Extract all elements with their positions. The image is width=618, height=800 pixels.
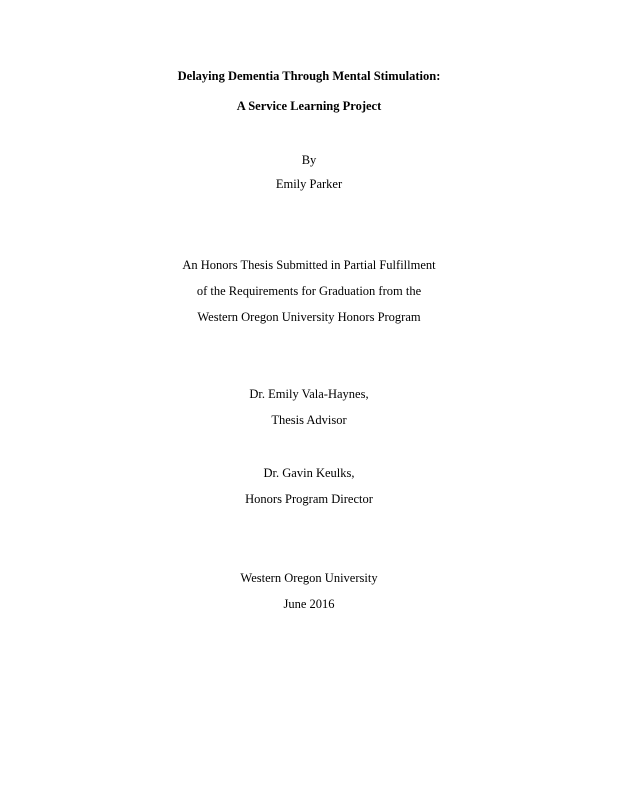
by-label: By [301,153,317,167]
advisor-role: Thesis Advisor [271,413,347,427]
submission-statement-line-1: An Honors Thesis Submitted in Partial Fulfillment [182,258,436,272]
advisor-name: Dr. Emily Vala-Haynes, [249,387,369,401]
submission-statement-line-3: Western Oregon University Honors Program [197,310,421,324]
author-name: Emily Parker [275,177,343,191]
thesis-title-line-2: A Service Learning Project [236,99,382,113]
thesis-title-line-1: Delaying Dementia Through Mental Stimulation: [177,69,441,83]
submission-date: June 2016 [283,597,335,611]
director-name: Dr. Gavin Keulks, [263,466,355,480]
institution-name: Western Oregon University [240,571,378,585]
submission-statement-line-2: of the Requirements for Graduation from the [196,284,422,298]
director-role: Honors Program Director [245,492,373,506]
